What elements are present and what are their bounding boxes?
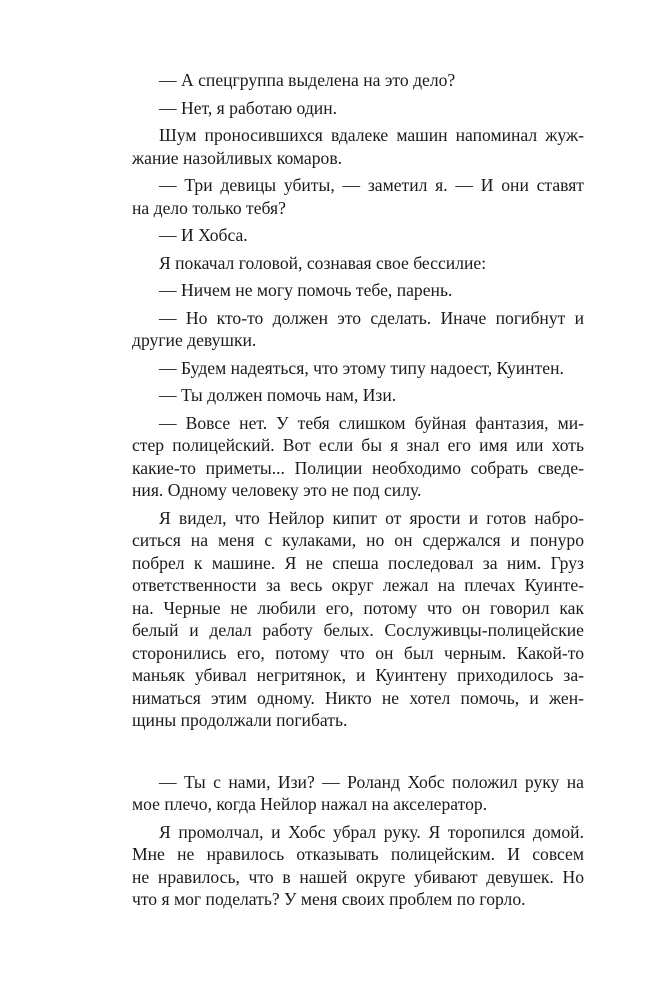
text-line: на дело только тебя? bbox=[132, 197, 286, 218]
text-line: — Вовсе нет. У тебя слишком буйная фантазия, ми- bbox=[159, 412, 584, 433]
text-line: Шум проносившихся вдалеке машин напоминал жуж- bbox=[159, 125, 584, 145]
text-line: ния. Одному человеку это не под силу. bbox=[132, 480, 422, 500]
paragraph bbox=[132, 307, 584, 352]
text-line: белый и делал работу белых. Сослуживцы-полицейские bbox=[132, 620, 584, 640]
text-line: — Нет, я работаю один. bbox=[159, 97, 338, 118]
text-line: сторонились его, потому что он был черным. Какой-то bbox=[132, 642, 584, 663]
paragraph bbox=[132, 771, 584, 816]
text-line: побрел к машине. Я не спеша последовал за ним. Груз bbox=[132, 552, 584, 573]
paragraph bbox=[132, 252, 584, 275]
text-line: что я мог поделать? У меня своих проблем по горло. bbox=[132, 889, 526, 909]
text-line: — Будем надеяться, что этому типу надоест, Куинтен. bbox=[159, 357, 564, 378]
paragraph bbox=[132, 821, 584, 911]
text-line: ответственности за весь округ лежал на плечах Куинте- bbox=[132, 575, 584, 595]
text-line: Я видел, что Нейлор кипит от ярости и готов набро- bbox=[159, 507, 584, 528]
paragraph bbox=[132, 384, 584, 407]
paragraph bbox=[132, 97, 584, 120]
book-page bbox=[132, 69, 584, 911]
text-line: на. Черные не любили его, потому что он говорил как bbox=[132, 597, 584, 618]
text-line: стер полицейский. Вот если бы я знал его имя или хоть bbox=[132, 435, 584, 455]
paragraph bbox=[132, 412, 584, 502]
text-line: Мне не нравилось отказывать полицейским. И совсем bbox=[132, 844, 584, 864]
paragraph bbox=[132, 224, 584, 247]
text-section-2 bbox=[132, 771, 584, 911]
paragraph bbox=[132, 124, 584, 169]
paragraph bbox=[132, 507, 584, 732]
text-line: Я покачал головой, сознавая свое бессилие: bbox=[159, 252, 487, 273]
text-line: мое плечо, когда Нейлор нажал на акселератор. bbox=[132, 794, 488, 814]
text-line: щины продолжали погибать. bbox=[132, 710, 348, 730]
text-line: — Но кто-то должен это сделать. Иначе погибнут и bbox=[159, 307, 584, 328]
text-line: — Ничем не могу помочь тебе, парень. bbox=[159, 280, 453, 300]
text-line: маньяк убивал негритянок, и Куинтену приходилось за- bbox=[132, 665, 584, 685]
text-line: — Три девицы убиты, — заметил я. — И они ставят bbox=[159, 175, 584, 195]
text-line: — И Хобса. bbox=[159, 225, 248, 245]
text-line: — Ты с нами, Изи? — Роланд Хобс положил руку на bbox=[159, 771, 584, 792]
text-line: жание назойливых комаров. bbox=[132, 147, 343, 168]
text-line: другие девушки. bbox=[132, 330, 257, 350]
paragraph bbox=[132, 357, 584, 380]
paragraph bbox=[132, 174, 584, 219]
text-line: не нравилось, что в нашей округе убивают девушек. Но bbox=[132, 866, 584, 887]
text-section-1 bbox=[132, 69, 584, 732]
scene-break bbox=[132, 732, 584, 771]
text-line: — А спецгруппа выделена на это дело? bbox=[159, 70, 456, 90]
text-line: какие-то приметы... Полиции необходимо собрать сведе- bbox=[132, 457, 584, 478]
text-line: Я промолчал, и Хобс убрал руку. Я торопился домой. bbox=[159, 821, 584, 842]
paragraph bbox=[132, 279, 584, 302]
text-line: ситься на меня с кулаками, но он сдержался и понуро bbox=[132, 530, 584, 550]
text-line: ниматься этим одному. Никто не хотел помочь, и жен- bbox=[132, 687, 584, 708]
paragraph bbox=[132, 69, 584, 92]
text-line: — Ты должен помочь нам, Изи. bbox=[159, 385, 397, 405]
